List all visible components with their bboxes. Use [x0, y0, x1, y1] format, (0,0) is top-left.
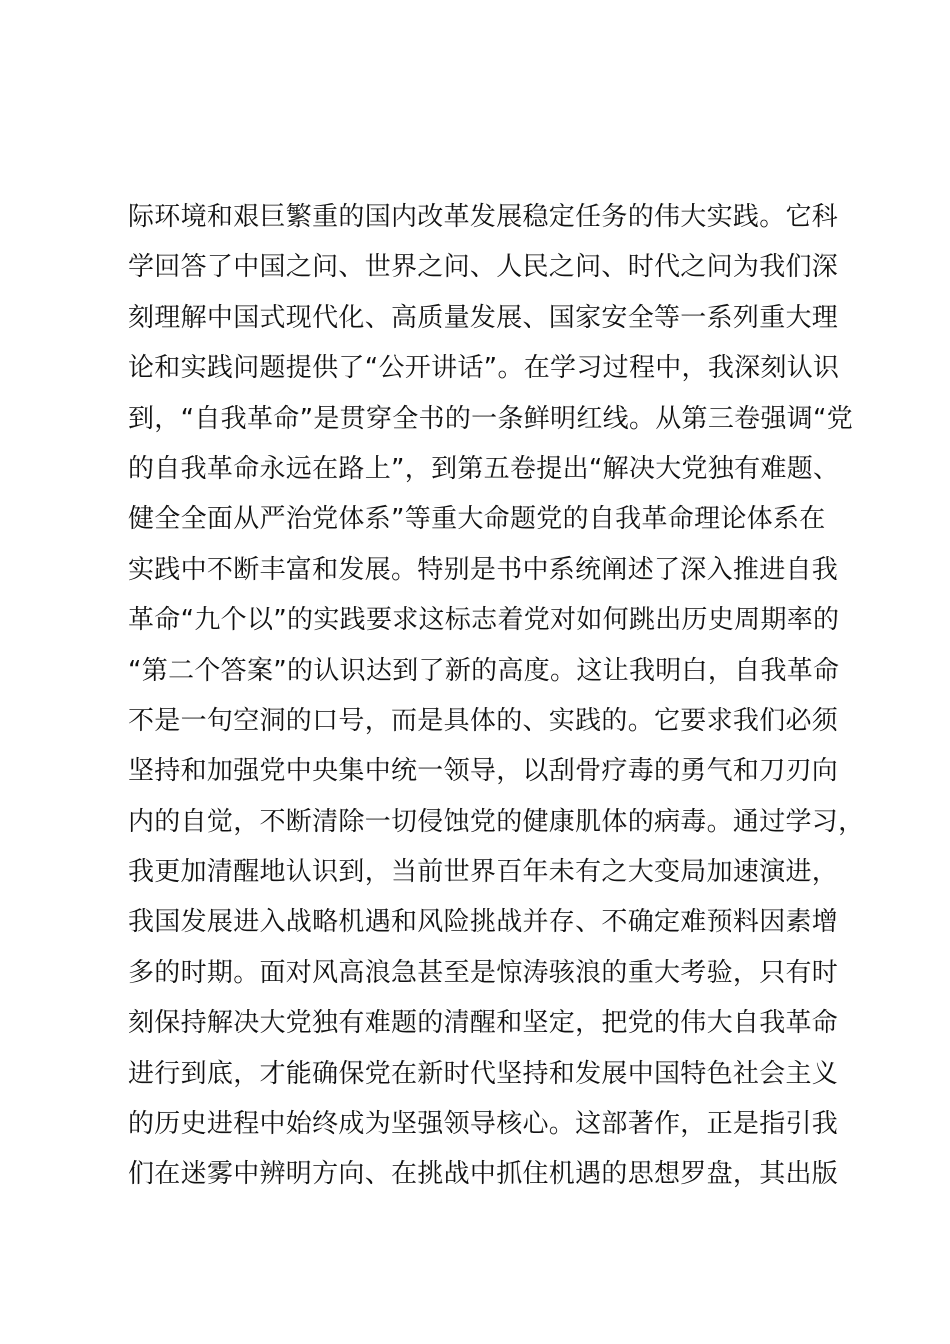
text-line-13: 内的自觉，不断清除一切侵蚀党的健康肌体的病毒。通过学习， — [128, 806, 865, 837]
text-line-18: 进行到底，才能确保党在新时代坚持和发展中国特色社会主义 — [128, 1058, 839, 1089]
text-line-6: 的自我革命永远在路上”，到第五卷提出“解决大党独有难题、 — [128, 453, 840, 484]
text-line-11: 不是一句空洞的口号，而是具体的、实践的。它要求我们必须 — [128, 705, 839, 736]
text-line-15: 我国发展进入战略机遇和风险挑战并存、不确定难预料因素增 — [128, 907, 839, 938]
text-line-5: 到，“自我革命”是贯穿全书的一条鲜明红线。从第三卷强调“党 — [128, 403, 854, 434]
body-text — [128, 192, 865, 1200]
text-line-9: 革命“九个以”的实践要求这标志着党对如何跳出历史周期率的 — [128, 605, 840, 636]
text-line-3: 刻理解中国式现代化、高质量发展、国家安全等一系列重大理 — [128, 302, 839, 333]
text-line-8: 实践中不断丰富和发展。特别是书中系统阐述了深入推进自我 — [128, 554, 839, 585]
text-line-20: 们在迷雾中辨明方向、在挑战中抓住机遇的思想罗盘，其出版 — [128, 1159, 839, 1190]
text-line-16: 多的时期。面对风高浪急甚至是惊涛骇浪的重大考验，只有时 — [128, 957, 839, 988]
text-line-12: 坚持和加强党中央集中统一领导，以刮骨疗毒的勇气和刀刃向 — [128, 756, 839, 787]
text-line-2: 学回答了中国之问、世界之问、人民之问、时代之问为我们深 — [128, 252, 839, 283]
text-line-14: 我更加清醒地认识到，当前世界百年未有之大变局加速演进， — [128, 857, 839, 888]
text-line-17: 刻保持解决大党独有难题的清醒和坚定，把党的伟大自我革命 — [128, 1008, 839, 1039]
text-line-10: “第二个答案”的认识达到了新的高度。这让我明白，自我革命 — [128, 655, 840, 686]
text-line-19: 的历史进程中始终成为坚强领导核心。这部著作，正是指引我 — [128, 1109, 839, 1140]
text-line-4: 论和实践问题提供了“公开讲话”。在学习过程中，我深刻认识 — [128, 353, 840, 384]
text-line-7: 健全全面从严治党体系”等重大命题党的自我革命理论体系在 — [128, 504, 826, 535]
text-line-1: 际环境和艰巨繁重的国内改革发展稳定任务的伟大实践。它科 — [128, 202, 839, 232]
